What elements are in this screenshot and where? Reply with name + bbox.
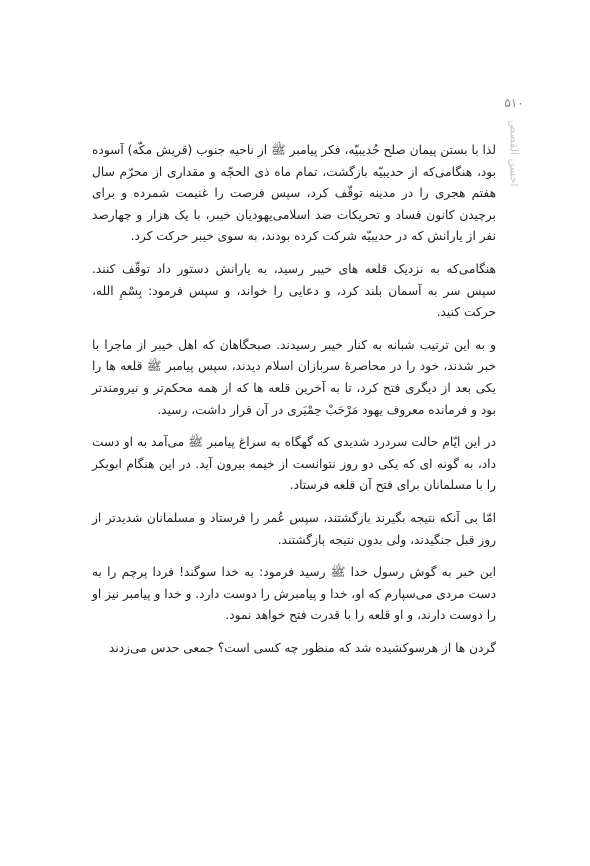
paragraph: این خبر به گوش رسول خدا ﷺ رسید فرمود: به خدا سوگند! فردا پرچم را به دست مردی می‌سپارم که او، خدا و پیامبرش را دوست دارد. و خدا و پیامبر نیز او را دوست دارند، و او قلعه را با قدرت فتح خواهد نمود.: [92, 565, 496, 623]
paragraph: لذا با بستن پیمان صلح حُدیبیّه، فکر پیامبر ﷺ از ناحیه جنوب (قریش مکّه) آسوده بود، هنگامی‌که از حدیبیّه بازگشت، تمام ماه ذی الحجّه و مقداری از محرّم سال هفتم هجری را در مدینه توقّف کرد، سپس فرصت را غنیمت شمرده و برای برچیدن کانون فساد و تحریکات ضد اسلامی‌یهودیان خیبر، با یک هزار و چهارصد نفر از یارانش که در حدیبیّه شرکت کرده بودند، به سوی خیبر حرکت کرد.: [92, 143, 496, 244]
running-book-title: احسن القصص: [507, 120, 521, 187]
page-margin-header: [501, 96, 527, 216]
paragraph: امّا بی آنکه نتیجه بگیرند بازگشتند، سپس عُمر را فرستاد و مسلمانان شدیدتر از روز قبل جنگیدند، ولی بدون نتیجه بازگشتند.: [92, 510, 496, 547]
paragraph: گردن ها از هرسوکشیده شد که منظور چه کسی است؟ جمعی حدس می‌زدند: [108, 640, 496, 655]
paragraph: در این ایّام حالت سردرد شدیدی که گهگاه به سراغ پیامبر ﷺ می‌آمد به او دست داد، به گونه ای که یکی دو روز نتوانست از خیمه بیرون آید. در این هنگام ابوبکر را با مسلمانان برای فتح آن قلعه فرستاد.: [92, 435, 496, 493]
body-text: [92, 140, 496, 670]
paragraph: و به این ترتیب شبانه به کنار خیبر رسیدند. صبحگاهان که اهل خیبر از ماجرا با خبر شدند، خود را در محاصرهٔ سربازان اسلام دیدند، سپس پیامبر ﷺ قلعه ها را یکی بعد از دیگری فتح کرد، تا به آخرین قلعه ها که از همه محکم‌تر و نیرومندتر بود و فرمانده معروف یهود مَرْحَبْ حِمْیَری در آن قرار داشت، رسید.: [92, 337, 496, 417]
paragraph: هنگامی‌که به نزدیک قلعه های خیبر رسید، به یارانش دستور داد توقّف کنند. سپس سر به آسمان بلند کرد، و دعایی را خواند، و سپس فرمود: بِسْمِ الله، حرکت کنید.: [92, 261, 496, 320]
page-number: ۵۱۰: [504, 96, 524, 110]
